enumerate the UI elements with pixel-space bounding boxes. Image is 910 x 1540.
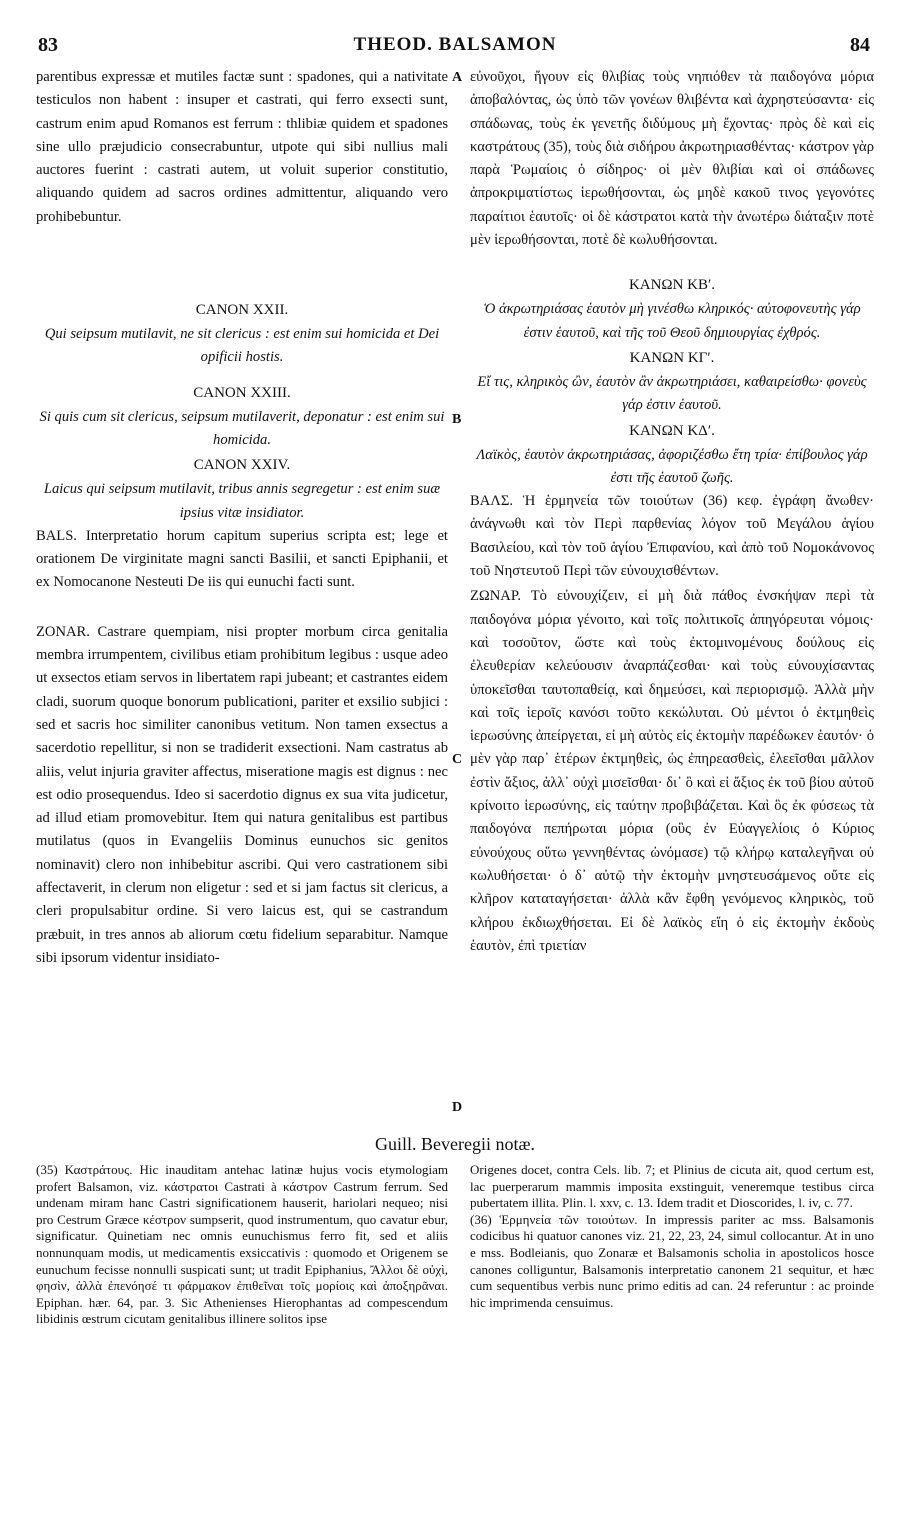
latin-canon-22-text: Qui seipsum mutilavit, ne sit clericus : est enim sui homicida et Dei opificii hostis.: [44, 326, 440, 366]
greek-column: [470, 66, 874, 1130]
margin-letter-b: B: [452, 412, 462, 427]
latin-canon-23-title: CANON XXIII.: [193, 384, 291, 401]
greek-canon-22-text: Ὁ ἀκρωτηριάσας ἑαυτὸν μὴ γινέσθω κληρικός· αὐτοφονευτὴς γάρ ἐστιν ἑαυτοῦ, καὶ τῆς τοῦ Θεοῦ δημιουργίας ἐχθρός.: [483, 301, 861, 341]
latin-canon-23-text: Si quis cum sit clericus, seipsum mutilaverit, deponatur : est enim sui homicida.: [39, 408, 445, 448]
margin-letter-a: A: [452, 70, 463, 85]
notes-heading: Guill. Beveregii notæ.: [375, 1134, 535, 1154]
latin-canon-24-title: CANON XXIV.: [193, 457, 291, 474]
running-header: [0, 34, 910, 62]
page-number-right: 84: [850, 34, 870, 56]
notes-right-column: [470, 1162, 874, 1532]
latin-balsamon-comment: BALS. Interpretatio horum capitum superius scripta est; lege et orationem De virginitate magni sancti Basilii, et sancti Epiphanii, et ex Nomocanone Nesteuti De iis qui eunuchi facti sunt.: [36, 527, 448, 591]
greek-canon-24-title: ΚΑΝΩΝ ΚΔʹ.: [629, 422, 715, 439]
greek-canon-22-title: ΚΑΝΩΝ ΚΒʹ.: [628, 277, 716, 294]
margin-letter-d: D: [452, 1100, 463, 1115]
running-title: THEOD. BALSAMON: [353, 34, 557, 55]
note-36: (36) Ἑρμηνεία τῶν τοιούτων. In impressis pariter ac mss. Balsamonis codicibus hi quatuor canones viz. 21, 22, 23, 24, simul collocantur. At in uno e mss. Bodleianis, quo Zonaræ et Balsamonis scholia in apostolicos hosce canones colliguntur, Balsamonis interpretatio canonem 21 sequitur, et hæc cum sequentibus verbis nunc primo editis ad can. 24 referuntur : ac proinde hic imprimenda censuimus.: [470, 1211, 874, 1310]
latin-canon-24-text: Laicus qui seipsum mutilavit, tribus annis segregetur : est enim suæ ipsius vitæ insidiator.: [43, 481, 441, 521]
greek-balsamon-comment: ΒΑΛΣ. Ἡ ἑρμηνεία τῶν τοιούτων (36) κεφ. ἐγράφη ἄνωθεν· ἀνάγνωθι καὶ τὸν Περὶ παρθενίας λόγον τοῦ Μεγάλου ἁγίου Βασιλείου, καὶ τὸν τοῦ ἁγίου Ἐπιφανίου, καὶ ἀπὸ τοῦ Νομοκάνονος τοῦ Νηστευτοῦ Περὶ τῶν εὐνουχισθέντων.: [470, 493, 874, 580]
greek-canon-24-text: Λαϊκὸς, ἑαυτὸν ἀκρωτηριάσας, ἀφοριζέσθω ἔτη τρία· ἐπίβουλος γάρ ἐστι τῆς ἑαυτοῦ ζωῆς.: [476, 446, 868, 486]
note-35-continuation: Origenes docet, contra Cels. lib. 7; et Plinius de cicuta ait, quod certum est, lac puerperarum mammis imposita exstinguit, veneremque testibus circa pubertatem illita. Plin. l. xxv, c. 13. Idem tradit et Dioscorides, l. iv, c. 77.: [470, 1162, 874, 1211]
note-35: (35) Καστράτους. Hic inauditam antehac latinæ hujus vocis etymologiam profert Balsamon, viz. κάστρατοι Castrati à κάστρον Castrum ferrum. Sed undenam miram hanc Castri significationem hauserit, hariolari nequeo; nisi pro Cestrum Græce κέστρον sumpserit, quod instrumentum, quo cavatur ebur, significatur. Quinetiam nec omnis eunuchismus ferro fit, sed et aliis nonnunquam modis, ut medicamentis exsiccativis : quomodo et Origenem se eunuchum fecisse nonnulli suspicati sunt; ut tradit Epiphanius, Ἄλλοι δὲ οὐχὶ, φησὶν, ἀλλὰ ἐπενόησέ τι φάρμακον ἐπιθεῖναι τοῖς μορίοις καὶ ἀποξηρᾶναι. Epiphan. hær. 64, par. 3. Sic Athenienses Hierophantas ad compescendum libidinis œstrum cicutam genitalibus illinere solitos ipse: [36, 1162, 448, 1327]
page-number-left: 83: [38, 34, 58, 56]
latin-column: [36, 66, 448, 1130]
margin-letter-c: C: [452, 752, 463, 767]
greek-intro-text: εὐνοῦχοι, ἤγουν εἰς θλιβίας τοὺς νηπιόθεν τὰ παιδογόνα μόρια ἀποβαλόντας, ὡς ὑπὸ τῶν γονέων θλιβέντα καὶ ἀχρηστεύσαντα· εἰς σπάδωνας, τοὺς ἐκ γενετῆς διδύμους μὴ ἔχοντας· πρὸς δὲ καὶ εἰς καστράτους (35), τοὺς διὰ σιδήρου ἀκρωτηριασθέντας· κάστρον γὰρ παρὰ Ῥωμαίοις ὁ σίδηρος· οἱ μὲν θλιβίαι καὶ οἱ σπάδωνες ἀπροκριματίστως ἱερωθήσονται, ὡς μηδὲ κακοῦ τινος γεγονότες παραίτιοι ἑαυτοῖς· οἱ δὲ κάστρατοι κατὰ τὴν ἀνωτέρω διάταξιν ποτὲ μὲν ἱερωθήσονται, ποτὲ δὲ κωλυθήσονται.: [470, 69, 874, 249]
latin-canon-22-title: CANON XXII.: [195, 302, 289, 319]
greek-canon-23-text: Εἴ τις, κληρικὸς ὢν, ἑαυτὸν ἂν ἀκρωτηριάσει, καθαιρείσθω· φονεὺς γάρ ἐστιν ἑαυτοῦ.: [477, 373, 867, 414]
notes-left-column: [36, 1162, 448, 1532]
latin-zonaras-comment: ZONAR. Castrare quempiam, nisi propter morbum circa genitalia membra irrumpentem, civilibus etiam prohibitum legibus : usque adeo ut exsectos etiam servos in libertatem rapi jubeant; et castrantes eidem cladi, suorum quoque bonorum publicationi, pariter et exsilio subjici : sed et sacris hoc similiter canonibus vetitum. Non tamen exsectus a sacerdotio repellitur, si non se tradiderit exsectioni. Nam castratus ab aliis, velut injuria graviter affectus, miseratione magis est dignus : nec est odio prosequendus. Ideo si sacerdotio dignus ex sua vita judicetur, ad illud etiam promovebitur. Item qui natura genitalibus est partibus mutilatus (quos in Evangeliis Dominus eunuchos sic genitos nominavit) clero non inhibebitur ascribi. Qui vero castrationem sibi affectaverit, in clerum non eligetur : sed et si jam factus sit clericus, a cleri propulsabitur ordine. Si vero laicus est, qui se castrandum præbuit, in tres annos ab aliorum cœtu fidelium separabitur. Namque sibi ipsorum videntur insidiato-: [36, 623, 448, 966]
greek-zonaras-comment: ΖΩΝΑΡ. Τὸ εὐνουχίζειν, εἰ μὴ διὰ πάθος ἐνσκήψαν περὶ τὰ παιδογόνα μόρια γένοιτο, καὶ τοῖς πολιτικοῖς ἀπηγόρευται νόμοις· καὶ τοσοῦτον, ὥστε καὶ τοὺς ἐκτομινομένους δούλους εἰς ἐλευθερίαν κελεύουσιν ἀναρπάζεσθαι· καὶ τοὺς εὐνουχίσαντας ὑποκεῖσθαι ταυτοπαθείᾳ, καὶ δημεύσει, καὶ περιορισμῷ. Ἀλλὰ μὴν καὶ τοῖς ἱεροῖς κανόσι τοῦτο κεκώλυται. Οὐ μέντοι ὁ ἐκτμηθεὶς ἱερωσύνης ἀπείργεται, εἰ μὴ αὐτὸς εἰς ἐκτομὴν παρέδωκεν ἑαυτόν· ὁ μὲν γὰρ παρ᾽ ἑτέρων ἐκτμηθεὶς, ὡς ἐπηρεασθεὶς, ἐλεεῖσθαι μᾶλλον ἐστὶν ἄξιος, ἀλλ᾽ οὐχὶ μισεῖσθαι· δι᾽ ὃ καὶ εἰ ἄξιος ἐκ τοῦ βίου αὐτοῦ κρίνοιτο ἱερωσύνης, εἰς ταύτην προβιβάζεται. Καὶ ὃς ἐκ φύσεως τὰ παιδογόνα πεπήρωται μόρια (οὓς ἐν Εὐαγγελίοις ὁ Κύριος εὐνούχους οὕτω γεννηθέντας ὠνόμασε) τῷ κλήρῳ καταλεγῆναι οὐ κωλυθήσεται· ὁ δ᾽ αὐτῷ τὴν ἐκτομὴν μνηστευσάμενος οὔτε εἰς κλῆρον καταταγήσεται· ἀλλὰ κἂν ἔφθη γενόμενος κληρικὸς, τοῦ κλήρου ἐκδιωχθήσεται. Εἰ δὲ λαϊκὸς εἴη ὁ εἰς ἐκτομὴν ἐκδοὺς ἑαυτὸν, ἐπὶ τριετίαν: [470, 588, 874, 954]
greek-canon-23-title: ΚΑΝΩΝ ΚΓʹ.: [629, 349, 715, 366]
latin-intro-text: parentibus expressæ et mutiles factæ sunt : spadones, qui a nativitate testiculos non habent : insuper et castrati, qui ferro exsecti sunt, castrum enim apud Romanos est ferrum : thlibiæ quidem et spadones sine ullo præjudicio consecrabuntur, utpote qui sibi nullius mali auctores fuerint : castrati autem, ut voluit superior constitutio, aliquando quidem ad sacros ordines admittentur, aliquando vero prohibebuntur.: [36, 69, 448, 225]
